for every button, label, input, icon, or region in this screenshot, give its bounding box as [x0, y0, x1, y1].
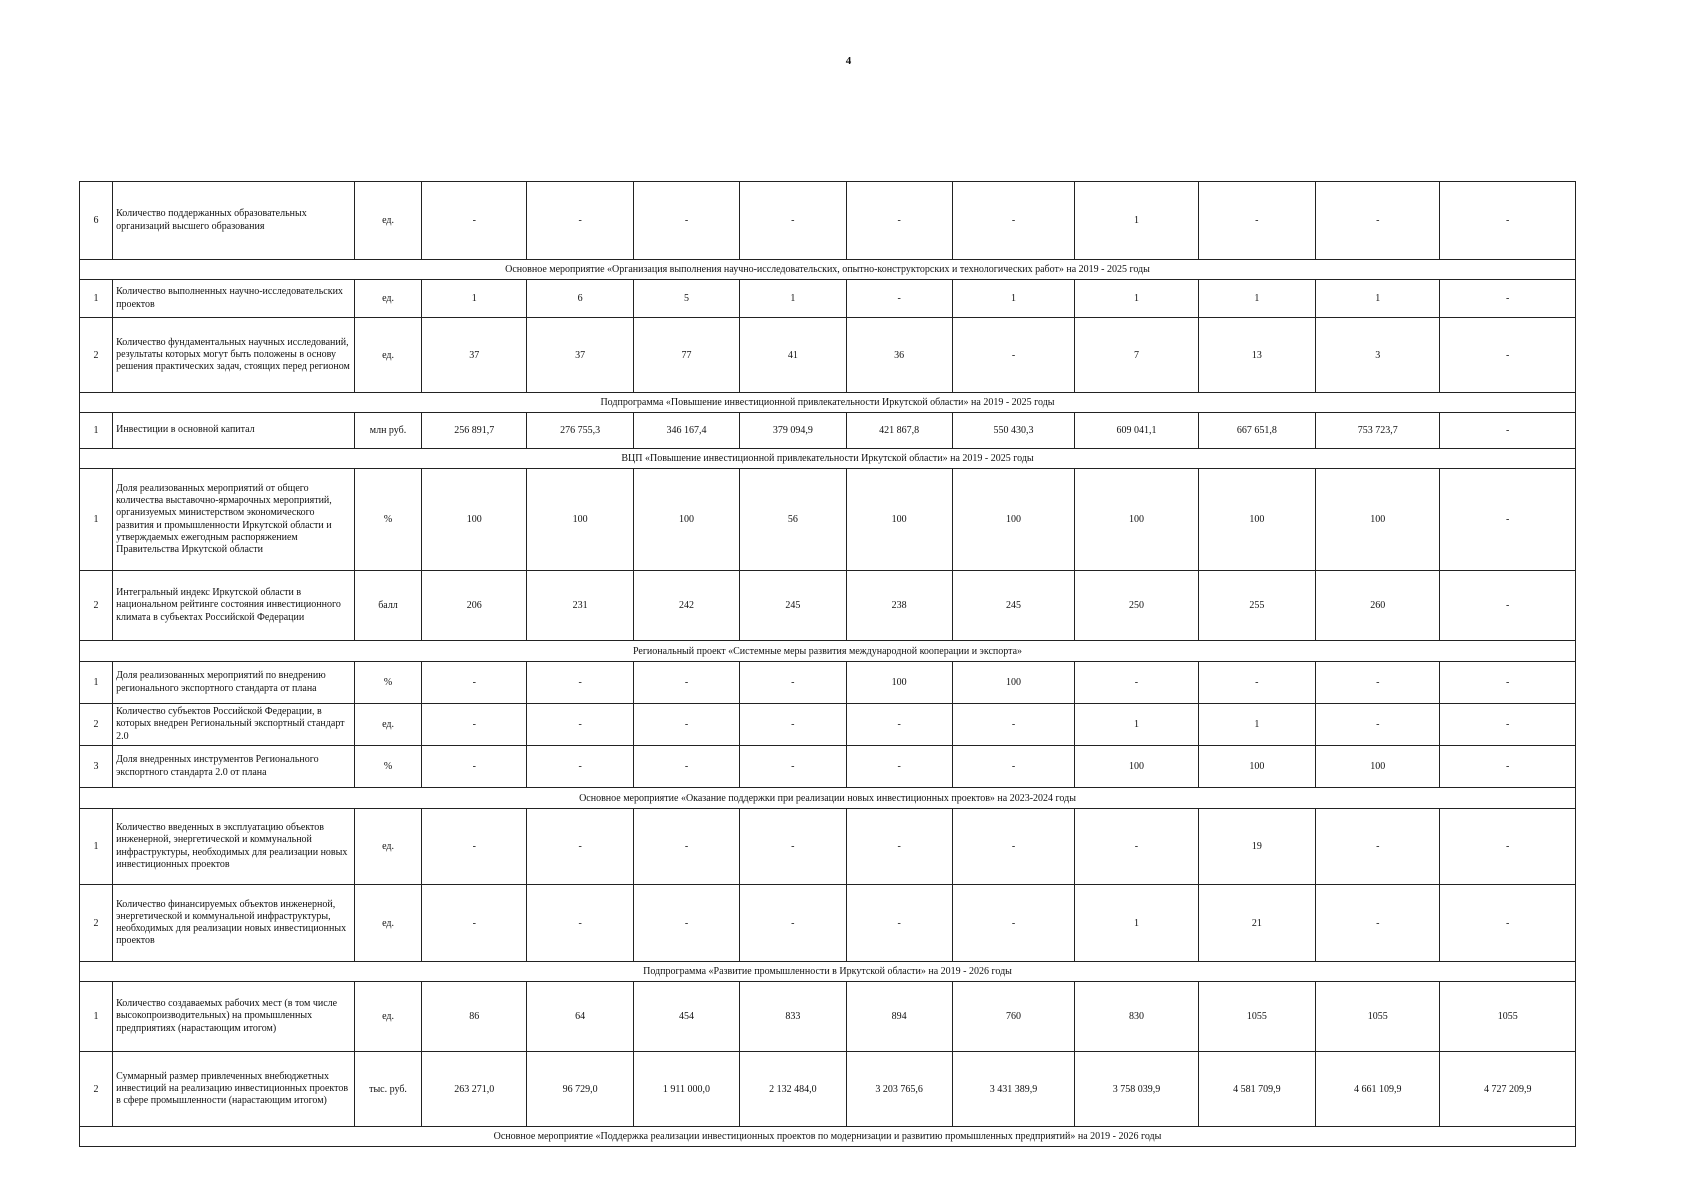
value-cell: -: [527, 809, 633, 885]
value-cell: 260: [1316, 571, 1440, 641]
page-number: 4: [845, 55, 852, 67]
value-cell: 3: [1316, 318, 1440, 393]
value-cell: 41: [740, 318, 846, 393]
table-row: [80, 746, 1576, 788]
table-row: [80, 182, 1576, 260]
row-number: 2: [80, 571, 113, 641]
row-number: 1: [80, 469, 113, 571]
value-cell: 100: [952, 469, 1074, 571]
value-cell: -: [1198, 662, 1315, 704]
value-cell: -: [952, 809, 1074, 885]
value-cell: 1: [1198, 280, 1315, 318]
indicator-name: Инвестиции в основной капитал: [113, 413, 355, 449]
value-cell: 276 755,3: [527, 413, 633, 449]
section-title: Подпрограмма «Повышение инвестиционной привлекательности Иркутской области» на 2019 - 2025 годы: [80, 393, 1576, 413]
value-cell: 64: [527, 982, 633, 1052]
value-cell: -: [740, 182, 846, 260]
section-title: Основное мероприятие «Организация выполнения научно-исследовательских, опытно-конструкторских и технологических работ» на 2019 - 2025 годы: [80, 260, 1576, 280]
unit-of-measure: %: [354, 469, 421, 571]
value-cell: -: [422, 182, 527, 260]
value-cell: -: [1440, 885, 1576, 962]
value-cell: -: [633, 704, 739, 746]
row-number: 2: [80, 318, 113, 393]
section-header-row: [80, 449, 1576, 469]
value-cell: 263 271,0: [422, 1052, 527, 1127]
value-cell: 4 727 209,9: [1440, 1052, 1576, 1127]
value-cell: 3 203 765,6: [846, 1052, 952, 1127]
value-cell: 346 167,4: [633, 413, 739, 449]
value-cell: -: [846, 182, 952, 260]
value-cell: 1055: [1440, 982, 1576, 1052]
value-cell: -: [1316, 662, 1440, 704]
value-cell: 1: [740, 280, 846, 318]
value-cell: 100: [1075, 469, 1198, 571]
value-cell: -: [422, 885, 527, 962]
value-cell: 753 723,7: [1316, 413, 1440, 449]
table-row: [80, 704, 1576, 746]
value-cell: 256 891,7: [422, 413, 527, 449]
value-cell: 100: [1316, 469, 1440, 571]
value-cell: 231: [527, 571, 633, 641]
value-cell: -: [422, 809, 527, 885]
value-cell: -: [633, 885, 739, 962]
value-cell: 100: [633, 469, 739, 571]
table-row: [80, 809, 1576, 885]
indicator-name: Количество финансируемых объектов инженерной, энергетической и коммунальной инфраструктуры, необходимых для реализации новых инвестиционных проектов: [113, 885, 355, 962]
row-number: 1: [80, 662, 113, 704]
table-row: [80, 982, 1576, 1052]
indicator-name: Интегральный индекс Иркутской области в национальном рейтинге состояния инвестиционного климата в субъектах Российской Федерации: [113, 571, 355, 641]
value-cell: -: [527, 704, 633, 746]
value-cell: -: [846, 809, 952, 885]
value-cell: -: [952, 885, 1074, 962]
value-cell: 37: [527, 318, 633, 393]
value-cell: 1: [1075, 280, 1198, 318]
value-cell: -: [952, 318, 1074, 393]
value-cell: -: [422, 704, 527, 746]
value-cell: 7: [1075, 318, 1198, 393]
value-cell: 86: [422, 982, 527, 1052]
value-cell: -: [527, 746, 633, 788]
unit-of-measure: ед.: [354, 704, 421, 746]
value-cell: 245: [952, 571, 1074, 641]
indicator-name: Количество поддержанных образовательных организаций высшего образования: [113, 182, 355, 260]
unit-of-measure: млн руб.: [354, 413, 421, 449]
value-cell: 454: [633, 982, 739, 1052]
value-cell: 6: [527, 280, 633, 318]
value-cell: 100: [422, 469, 527, 571]
value-cell: -: [527, 885, 633, 962]
value-cell: -: [1440, 318, 1576, 393]
unit-of-measure: ед.: [354, 809, 421, 885]
value-cell: -: [1440, 809, 1576, 885]
value-cell: -: [422, 746, 527, 788]
indicator-name: Количество фундаментальных научных исследований, результаты которых могут быть положены в основу решения практических задач, стоящих перед регионом: [113, 318, 355, 393]
value-cell: 13: [1198, 318, 1315, 393]
value-cell: 100: [1198, 469, 1315, 571]
value-cell: 37: [422, 318, 527, 393]
unit-of-measure: ед.: [354, 182, 421, 260]
indicator-name: Количество создаваемых рабочих мест (в том числе высокопроизводительных) на промышленных предприятиях (нарастающим итогом): [113, 982, 355, 1052]
section-header-row: [80, 788, 1576, 809]
table-row: [80, 571, 1576, 641]
row-number: 3: [80, 746, 113, 788]
value-cell: -: [952, 704, 1074, 746]
row-number: 2: [80, 885, 113, 962]
value-cell: -: [633, 746, 739, 788]
value-cell: -: [846, 704, 952, 746]
table-row: [80, 885, 1576, 962]
unit-of-measure: балл: [354, 571, 421, 641]
value-cell: -: [740, 704, 846, 746]
value-cell: -: [527, 662, 633, 704]
row-number: 6: [80, 182, 113, 260]
value-cell: 830: [1075, 982, 1198, 1052]
value-cell: -: [1440, 704, 1576, 746]
value-cell: -: [1440, 280, 1576, 318]
section-title: Подпрограмма «Развитие промышленности в Иркутской области» на 2019 - 2026 годы: [80, 962, 1576, 982]
row-number: 1: [80, 982, 113, 1052]
value-cell: -: [1198, 182, 1315, 260]
value-cell: 1: [1198, 704, 1315, 746]
value-cell: -: [1440, 571, 1576, 641]
unit-of-measure: ед.: [354, 280, 421, 318]
value-cell: 100: [846, 469, 952, 571]
unit-of-measure: тыс. руб.: [354, 1052, 421, 1127]
value-cell: -: [422, 662, 527, 704]
unit-of-measure: %: [354, 746, 421, 788]
value-cell: -: [633, 809, 739, 885]
value-cell: 1 911 000,0: [633, 1052, 739, 1127]
value-cell: 760: [952, 982, 1074, 1052]
value-cell: 5: [633, 280, 739, 318]
value-cell: 100: [1316, 746, 1440, 788]
table-row: [80, 662, 1576, 704]
value-cell: -: [952, 182, 1074, 260]
value-cell: 245: [740, 571, 846, 641]
value-cell: -: [1316, 182, 1440, 260]
indicator-name: Доля реализованных мероприятий по внедрению регионального экспортного стандарта от плана: [113, 662, 355, 704]
row-number: 1: [80, 809, 113, 885]
row-number: 2: [80, 704, 113, 746]
value-cell: 1: [1316, 280, 1440, 318]
value-cell: 100: [1075, 746, 1198, 788]
indicators-table: [79, 181, 1576, 1147]
value-cell: -: [1440, 746, 1576, 788]
value-cell: 833: [740, 982, 846, 1052]
value-cell: 3 431 389,9: [952, 1052, 1074, 1127]
table-row: [80, 469, 1576, 571]
value-cell: -: [740, 662, 846, 704]
value-cell: 4 661 109,9: [1316, 1052, 1440, 1127]
value-cell: -: [1316, 704, 1440, 746]
value-cell: -: [1316, 809, 1440, 885]
value-cell: 1: [952, 280, 1074, 318]
value-cell: 100: [952, 662, 1074, 704]
indicator-name: Доля реализованных мероприятий от общего количества выставочно-ярмарочных мероприятий, организуемых министерством экономического развития и промышленности Иркутской области и утверждаемых ежегодным распоряжением Правительства Иркутской области: [113, 469, 355, 571]
section-header-row: [80, 962, 1576, 982]
indicator-name: Количество выполненных научно-исследовательских проектов: [113, 280, 355, 318]
value-cell: 242: [633, 571, 739, 641]
table-row: [80, 280, 1576, 318]
section-header-row: [80, 641, 1576, 662]
value-cell: -: [740, 746, 846, 788]
section-title: Региональный проект «Системные меры развития международной кооперации и экспорта»: [80, 641, 1576, 662]
table-row: [80, 1052, 1576, 1127]
value-cell: 100: [527, 469, 633, 571]
value-cell: 1: [1075, 704, 1198, 746]
value-cell: 56: [740, 469, 846, 571]
value-cell: 550 430,3: [952, 413, 1074, 449]
value-cell: -: [1316, 885, 1440, 962]
value-cell: -: [1440, 182, 1576, 260]
value-cell: 250: [1075, 571, 1198, 641]
row-number: 2: [80, 1052, 113, 1127]
value-cell: 1055: [1316, 982, 1440, 1052]
table-row: [80, 318, 1576, 393]
section-header-row: [80, 1127, 1576, 1147]
value-cell: -: [952, 746, 1074, 788]
value-cell: 379 094,9: [740, 413, 846, 449]
value-cell: -: [1440, 413, 1576, 449]
table-row: [80, 413, 1576, 449]
value-cell: 2 132 484,0: [740, 1052, 846, 1127]
value-cell: -: [846, 746, 952, 788]
section-title: Основное мероприятие «Оказание поддержки при реализации новых инвестиционных проектов» на 2023-2024 годы: [80, 788, 1576, 809]
value-cell: 206: [422, 571, 527, 641]
section-title: ВЦП «Повышение инвестиционной привлекательности Иркутской области» на 2019 - 2025 годы: [80, 449, 1576, 469]
indicator-name: Количество субъектов Российской Федерации, в которых внедрен Региональный экспортный стандарт 2.0: [113, 704, 355, 746]
value-cell: -: [740, 809, 846, 885]
value-cell: 255: [1198, 571, 1315, 641]
value-cell: -: [633, 182, 739, 260]
value-cell: 1055: [1198, 982, 1315, 1052]
section-header-row: [80, 260, 1576, 280]
value-cell: 77: [633, 318, 739, 393]
value-cell: 421 867,8: [846, 413, 952, 449]
value-cell: 21: [1198, 885, 1315, 962]
value-cell: 4 581 709,9: [1198, 1052, 1315, 1127]
value-cell: 1: [422, 280, 527, 318]
value-cell: 19: [1198, 809, 1315, 885]
value-cell: 1: [1075, 182, 1198, 260]
value-cell: 894: [846, 982, 952, 1052]
value-cell: -: [846, 280, 952, 318]
value-cell: -: [1440, 662, 1576, 704]
row-number: 1: [80, 280, 113, 318]
value-cell: -: [1440, 469, 1576, 571]
indicator-name: Суммарный размер привлеченных внебюджетных инвестиций на реализацию инвестиционных проектов в сфере промышленности (нарастающим итогом): [113, 1052, 355, 1127]
row-number: 1: [80, 413, 113, 449]
value-cell: -: [740, 885, 846, 962]
indicator-name: Доля внедренных инструментов Регионального экспортного стандарта 2.0 от плана: [113, 746, 355, 788]
value-cell: 1: [1075, 885, 1198, 962]
unit-of-measure: ед.: [354, 885, 421, 962]
value-cell: -: [1075, 809, 1198, 885]
value-cell: 609 041,1: [1075, 413, 1198, 449]
unit-of-measure: %: [354, 662, 421, 704]
unit-of-measure: ед.: [354, 982, 421, 1052]
value-cell: 667 651,8: [1198, 413, 1315, 449]
section-title: Основное мероприятие «Поддержка реализации инвестиционных проектов по модернизации и развитию промышленных предприятий» на 2019 - 2026 годы: [80, 1127, 1576, 1147]
value-cell: 100: [1198, 746, 1315, 788]
value-cell: 96 729,0: [527, 1052, 633, 1127]
value-cell: 3 758 039,9: [1075, 1052, 1198, 1127]
unit-of-measure: ед.: [354, 318, 421, 393]
section-header-row: [80, 393, 1576, 413]
value-cell: -: [527, 182, 633, 260]
value-cell: 36: [846, 318, 952, 393]
value-cell: -: [1075, 662, 1198, 704]
value-cell: 238: [846, 571, 952, 641]
indicator-name: Количество введенных в эксплуатацию объектов инженерной, энергетической и коммунальной инфраструктуры, необходимых для реализации новых инвестиционных проектов: [113, 809, 355, 885]
value-cell: 100: [846, 662, 952, 704]
value-cell: -: [633, 662, 739, 704]
value-cell: -: [846, 885, 952, 962]
